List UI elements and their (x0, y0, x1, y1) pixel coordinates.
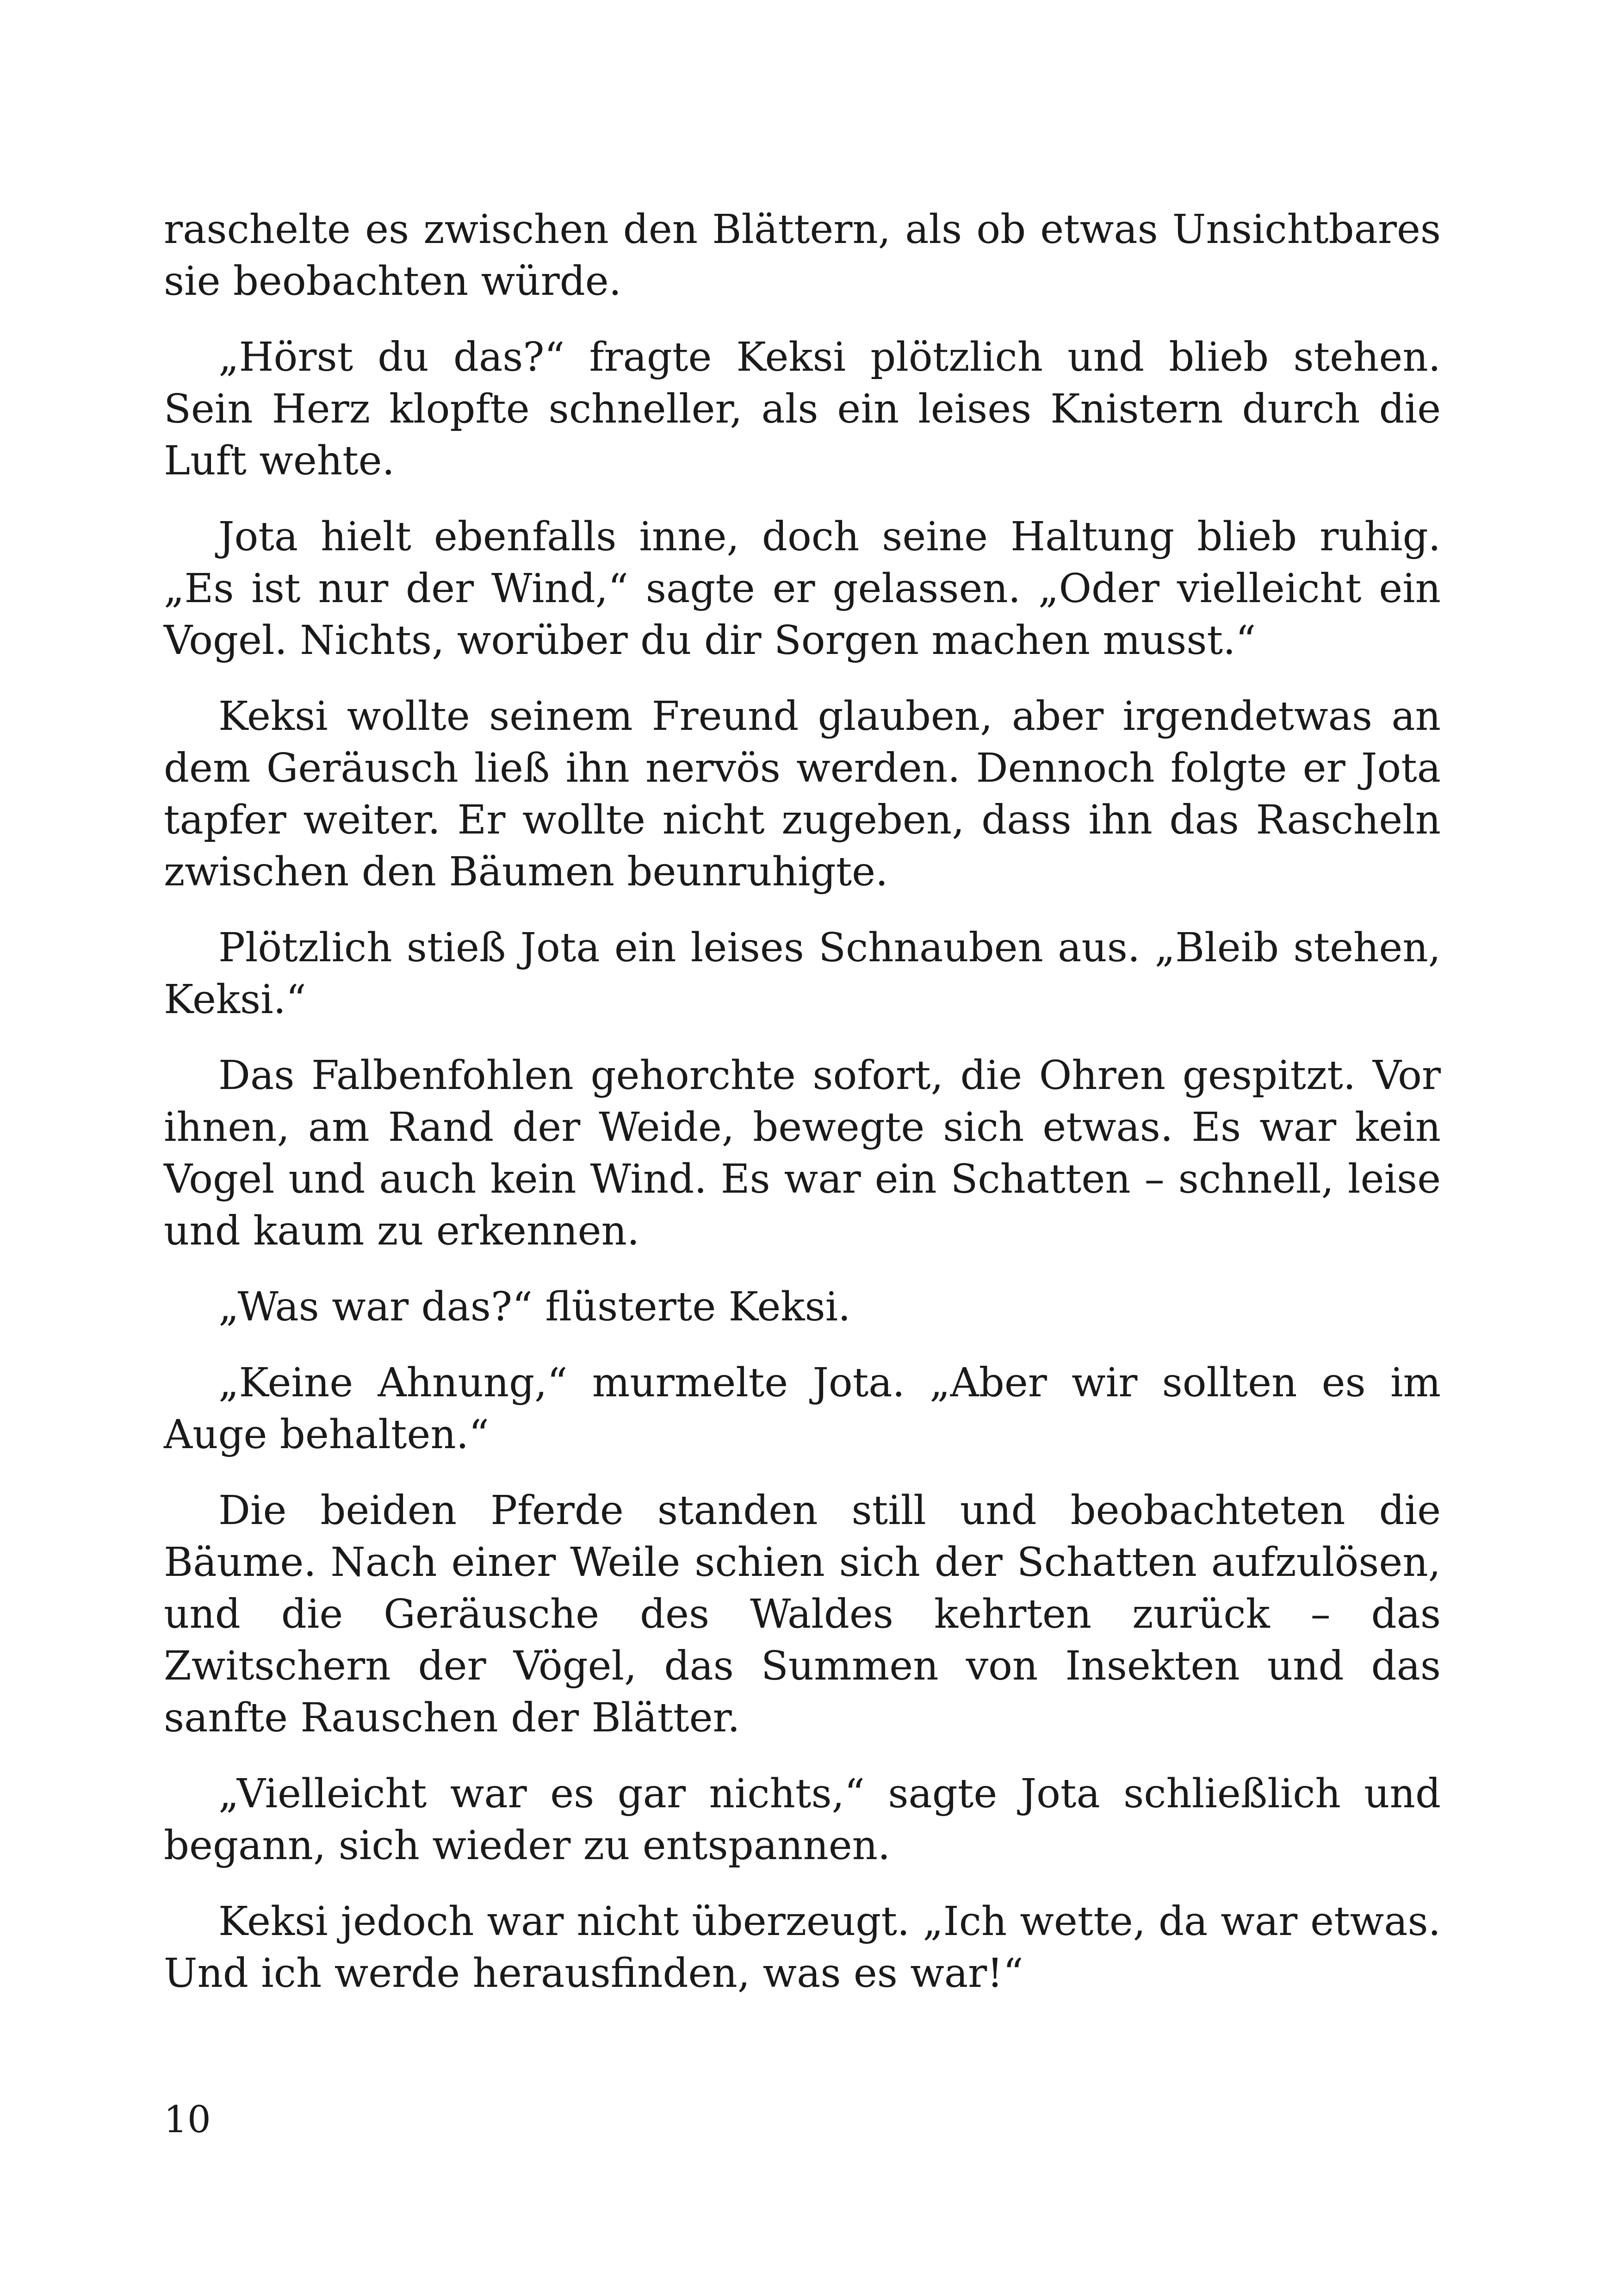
paragraph-1: raschelte es zwischen den Blättern, als ob etwas Unsichtbares sie beobachten würde. (164, 206, 1441, 305)
paragraph-10: „Vielleicht war es gar nichts,“ sagte Jota schließlich und begann, sich wieder zu entspannen. (164, 1771, 1441, 1869)
paragraph-11: Keksi jedoch war nicht überzeugt. „Ich wette, da war etwas. Und ich werde herausfinden, was es war!“ (164, 1898, 1441, 1997)
paragraph-2: „Hörst du das?“ fragte Keksi plötzlich und blieb stehen. Sein Herz klopfte schneller, als ein leises Knistern durch die Luft wehte. (164, 334, 1441, 484)
paragraph-9: Die beiden Pferde standen still und beobachteten die Bäume. Nach einer Weile schien sich der Schatten aufzulösen, und die Geräusche des Waldes kehrten zurück – das Zwitschern der Vögel, das Summen von Insekten und das sanfte Rauschen der Blätter. (164, 1487, 1441, 1741)
paragraph-8: „Keine Ahnung,“ murmelte Jota. „Aber wir sollten es im Auge behalten.“ (164, 1360, 1441, 1458)
page-number: 10 (164, 2098, 211, 2141)
paragraph-7: „Was war das?“ flüsterte Keksi. (218, 1284, 851, 1330)
paragraph-4: Keksi wollte seinem Freund glauben, aber irgendetwas an dem Geräusch ließ ihn nervös werden. Dennoch folgte er Jota tapfer weiter. Er wollte nicht zugeben, dass ihn das Rascheln zwischen den Bäumen beunruhigte. (164, 693, 1441, 895)
body-text (164, 204, 1441, 2023)
paragraph-3: Jota hielt ebenfalls inne, doch seine Haltung blieb ruhig. „Es ist nur der Wind,“ sagte er gelassen. „Oder vielleicht ein Vogel. Nichts, worüber du dir Sorgen machen musst.“ (164, 514, 1441, 664)
paragraph-5: Plötzlich stieß Jota ein leises Schnauben aus. „Bleib stehen, Keksi.“ (164, 925, 1441, 1023)
paragraph-6: Das Falbenfohlen gehorchte sofort, die Ohren gespitzt. Vor ihnen, am Rand der Weide, bewegte sich etwas. Es war kein Vogel und auch kein Wind. Es war ein Schatten – schnell, leise und kaum zu erkennen. (164, 1052, 1441, 1254)
